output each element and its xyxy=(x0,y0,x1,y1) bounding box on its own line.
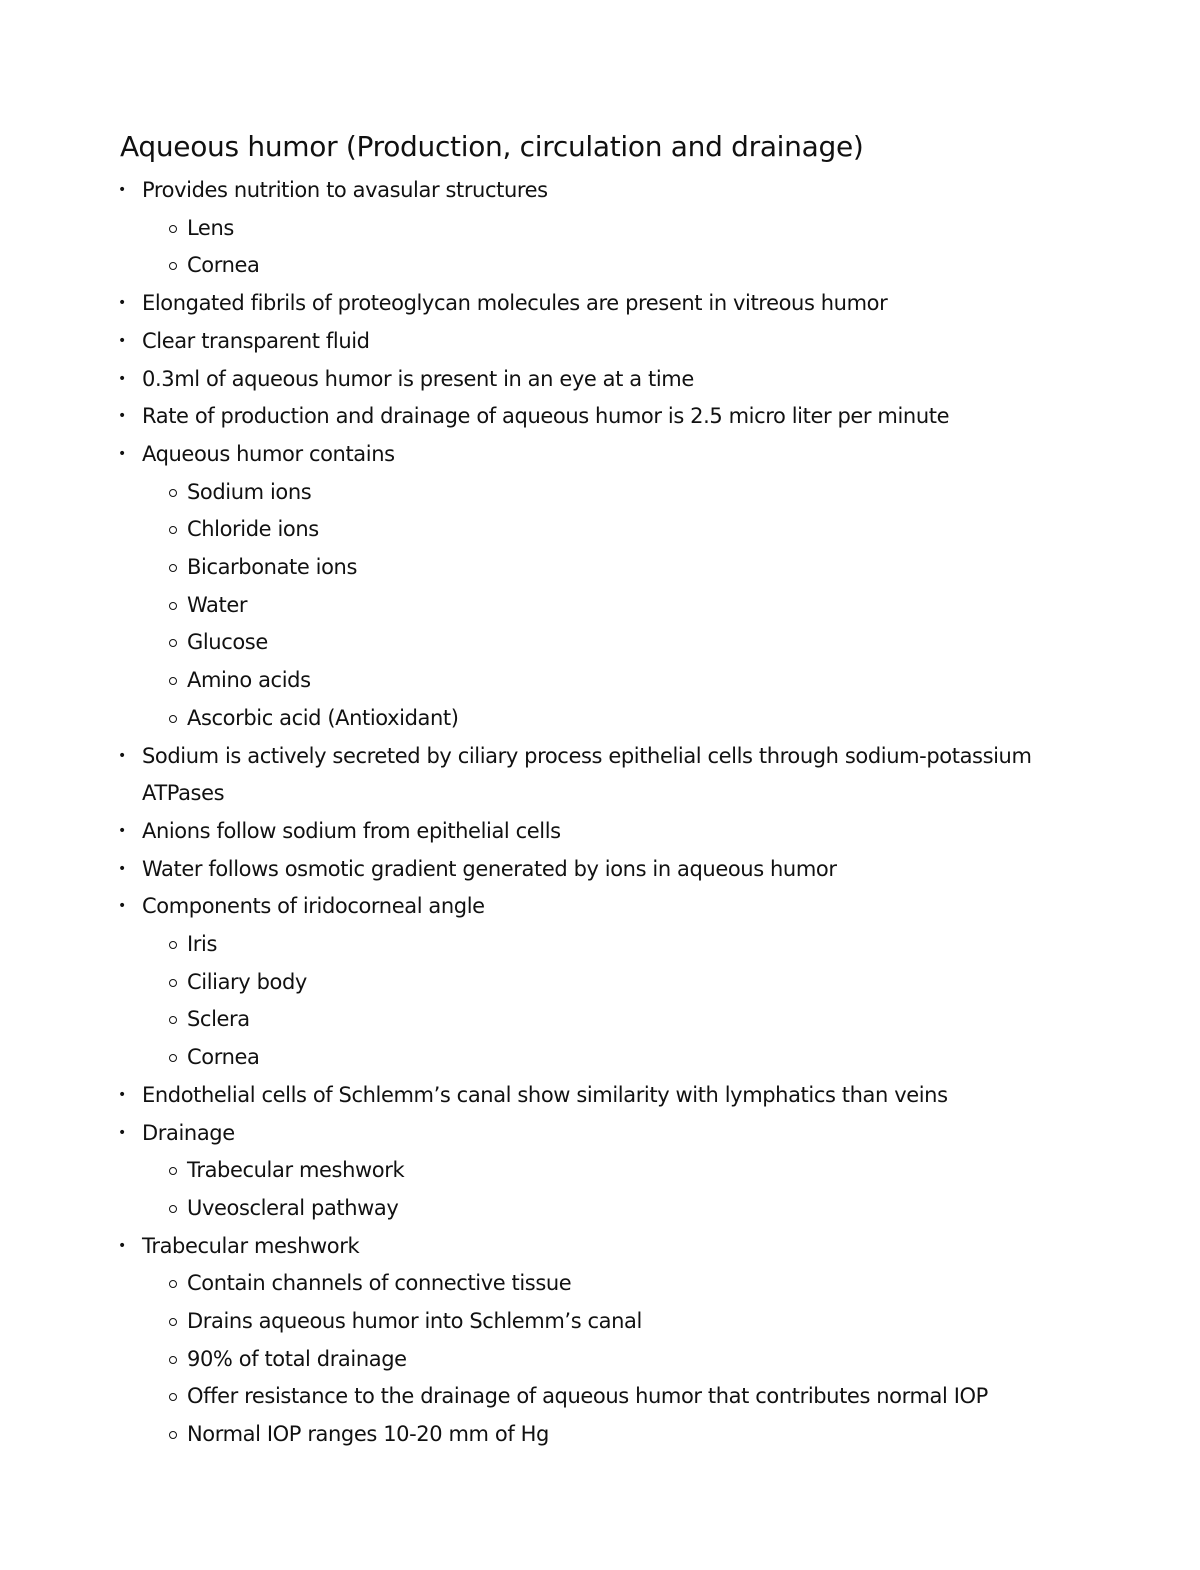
bullet-circle-icon xyxy=(169,941,177,949)
sub-list-item: 90% of total drainage xyxy=(187,1346,407,1371)
list-item: Aqueous humor contains xyxy=(142,441,395,466)
bullet-circle-icon xyxy=(169,1393,177,1401)
sub-list-item: Uveoscleral pathway xyxy=(187,1195,399,1220)
sub-list-item: Sclera xyxy=(187,1007,250,1032)
bullet-dot-icon: • xyxy=(118,332,127,349)
bullet-circle-icon xyxy=(169,602,177,610)
list-item: Anions follow sodium from epithelial cells xyxy=(142,818,561,843)
bullet-circle-icon xyxy=(169,489,177,497)
bullet-dot-icon: • xyxy=(118,747,127,764)
list-item: Components of iridocorneal angle xyxy=(142,894,485,919)
bullet-circle-icon xyxy=(169,262,177,270)
list-item: Rate of production and drainage of aqueous humor is 2.5 micro liter per minute xyxy=(142,404,950,429)
bullet-circle-icon xyxy=(169,1054,177,1062)
bullet-circle-icon xyxy=(169,677,177,685)
bullet-circle-icon xyxy=(169,1431,177,1439)
list-item: 0.3ml of aqueous humor is present in an eye at a time xyxy=(142,366,694,391)
bullet-dot-icon: • xyxy=(118,370,127,387)
sub-list-item: Trabecular meshwork xyxy=(187,1158,405,1183)
list-item: Trabecular meshwork xyxy=(142,1233,360,1258)
bullet-circle-icon xyxy=(169,564,177,572)
bullet-dot-icon: • xyxy=(118,295,127,312)
bullet-dot-icon: • xyxy=(118,860,127,877)
list-item: Clear transparent fluid xyxy=(142,328,370,353)
bullet-dot-icon: • xyxy=(118,1086,127,1103)
list-item: Drainage xyxy=(142,1120,235,1145)
list-item: Sodium is actively secreted by ciliary process epithelial cells through sodium-potassium xyxy=(142,743,1032,768)
bullet-circle-icon xyxy=(169,979,177,987)
sub-list-item: Normal IOP ranges 10-20 mm of Hg xyxy=(187,1422,549,1447)
bullet-circle-icon xyxy=(169,1318,177,1326)
sub-list-item: Water xyxy=(187,592,248,617)
sub-list-item: Amino acids xyxy=(187,668,311,693)
sub-list-item: Chloride ions xyxy=(187,517,319,542)
bullet-circle-icon xyxy=(169,1167,177,1175)
bullet-dot-icon: • xyxy=(118,408,127,425)
bullet-dot-icon: • xyxy=(118,182,127,198)
bullet-dot-icon: • xyxy=(118,898,127,915)
sub-list-item: Sodium ions xyxy=(187,479,312,504)
list-item: Water follows osmotic gradient generated by ions in aqueous humor xyxy=(142,856,837,881)
list-item: Provides nutrition to avasular structures xyxy=(142,178,548,202)
bullet-dot-icon: • xyxy=(118,1237,127,1254)
bullet-dot-icon: • xyxy=(118,445,127,462)
bullet-circle-icon xyxy=(169,526,177,534)
bullet-circle-icon xyxy=(169,1280,177,1288)
sub-list-item: Glucose xyxy=(187,630,268,655)
page-title: Aqueous humor (Production, circulation and drainage) xyxy=(120,130,864,163)
sub-list-item: Iris xyxy=(187,932,218,956)
bullet-dot-icon: • xyxy=(118,822,127,839)
bullet-circle-icon xyxy=(169,1205,177,1213)
sub-list-item: Bicarbonate ions xyxy=(187,555,358,579)
bullet-circle-icon xyxy=(169,225,177,233)
list-item: ATPases xyxy=(142,781,225,806)
sub-list-item: Cornea xyxy=(187,253,260,278)
sub-list-item: Ciliary body xyxy=(187,969,307,994)
bullet-circle-icon xyxy=(169,1016,177,1024)
sub-list-item: Ascorbic acid (Antioxidant) xyxy=(187,705,459,730)
bullet-circle-icon xyxy=(169,715,177,723)
sub-list-item: Contain channels of connective tissue xyxy=(187,1271,572,1296)
sub-list-item: Lens xyxy=(187,215,234,240)
list-item: Endothelial cells of Schlemm’s canal show similarity with lymphatics than veins xyxy=(142,1082,948,1107)
bullet-circle-icon xyxy=(169,639,177,647)
sub-list-item: Cornea xyxy=(187,1045,260,1070)
bullet-dot-icon: • xyxy=(118,1124,127,1141)
sub-list-item: Offer resistance to the drainage of aqueous humor that contributes normal IOP xyxy=(187,1384,988,1409)
bullet-circle-icon xyxy=(169,1356,177,1364)
sub-list-item: Drains aqueous humor into Schlemm’s canal xyxy=(187,1309,642,1333)
list-item: Elongated fibrils of proteoglycan molecules are present in vitreous humor xyxy=(142,291,888,316)
